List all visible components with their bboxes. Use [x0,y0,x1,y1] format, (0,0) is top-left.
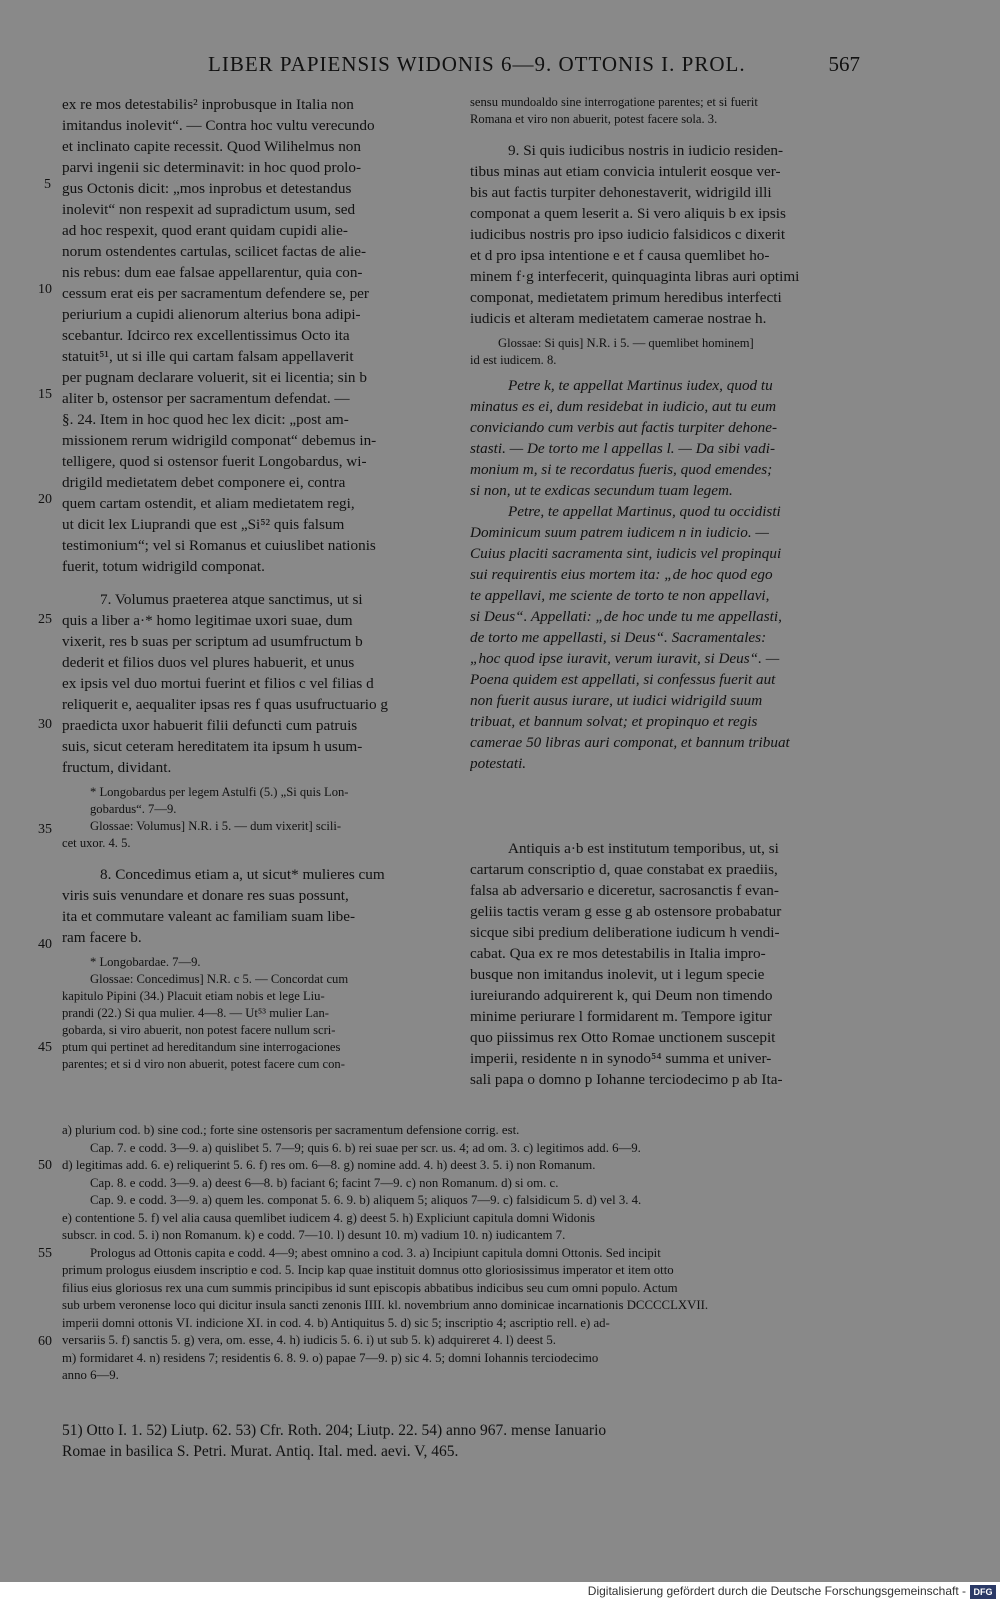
text-line: §. 24. Item in hoc quod hec lex dicit: „post am- [62,411,349,428]
section-7-glossae: Glossae: Volumus] N.R. i 5. — dum vixerit] scili- [90,819,342,833]
section-8-line: ram facere b. [62,929,142,946]
footnote-line: m) formidaret 4. n) residens 7; residentis 6. 8. 9. o) papae 7—9. p) sic 4. 5; domni Iohannis terciodecimo [62,1350,599,1365]
footnote-line: Cap. 9. e codd. 3—9. a) quem les. componat 5. 6. 9. b) aliquem 5; aliquos 7—9. c) falsidicum 5. d) vel 3. 4. [90,1193,642,1207]
text-line: periurium a cupidi alienorum alterius bona adipi- [62,306,361,323]
section-7-note: gobardus“. 7—9. [90,802,177,816]
dfg-logo: DFG [970,1585,996,1599]
section-9-line: tibus minas aut etiam convicia intulerit eosque ver- [470,163,781,180]
footnote-line: Cap. 8. e codd. 3—9. a) deest 6—8. b) faciant 6; facint 7—9. c) non Romanum. d) si om. c. [90,1175,559,1190]
section-7-note: * Longobardus per legem Astulfi (5.) „Si quis Lon- [90,785,349,799]
footnote-line: sub urbem veronense loco qui dicitur insula sancti zenonis IIII. kl. novembrium anno dominicae incarnationis DCCCCLXVII. [62,1298,709,1312]
footnote-line: a) plurium cod. b) sine cod.; forte sine ostensoris per sacramentum defensione corrig. est. [62,1123,520,1137]
margin-number: 10 [38,282,52,297]
section-7-line: 7. Volumus praeterea atque sanctimus, ut si [100,591,363,608]
margin-number: 20 [38,492,52,507]
prologue-line: imperii, residente n in synodo⁵⁴ summa et univer- [470,1050,772,1067]
margin-number: 40 [38,937,52,952]
footnote-line: primum prologus eiusdem inscriptio e cod. 5. Incip kap quae instituit domnus otto gloriosissimus imperator et item otto [62,1263,674,1277]
section-9-line: iudicis et alteram medietatem camerae nostrae h. [470,310,767,327]
margin-number: 30 [38,717,52,732]
formula-line: Dominicum suum patrem iudicem n in iudicio. — [470,524,769,541]
margin-number: 35 [38,822,52,837]
section-9-glossae: Glossae: Si quis] N.R. i 5. — quemlibet hominem] [498,336,754,350]
digitization-footer [0,1582,1000,1604]
text-line: et inclinato capite recessit. Quod Wilihelmus non [62,138,361,155]
text-line: norum ostendentes cartulas, scilicet factas de alie- [62,243,367,260]
footnote-line: imperii domni ottonis VI. indicione XI. in cod. 4. b) Antiquitus 5. d) sic 5; inscriptio 4; ascriptio rell. e) ad- [62,1315,610,1330]
prologue-line: iureiurando adquirerent k, qui Deum non timendo [470,987,773,1004]
critical-apparatus [62,1122,862,1385]
section-7-line: praedicta uxor habuerit filii defuncti cum patruis [62,717,358,734]
numbered-references [62,1420,862,1462]
margin-number: 55 [38,1246,52,1261]
formula-line: minatus es ei, dum residebat in iudicio, aut tu eum [470,398,777,415]
reference-line: 51) Otto I. 1. 52) Liutp. 62. 53) Cfr. Roth. 204; Liutp. 22. 54) anno 967. mense Ianuario [62,1422,607,1439]
text-line: statuit⁵¹, ut si ille qui cartam falsam appellaverit [62,348,354,365]
prologue-line: minime periurare l formidarent m. Tempore igitur [470,1008,772,1025]
formula-line: „hoc quod ipse iuravit, verum iuravit, si Deus“. — [470,650,780,667]
formula-line: Petre, te appellat Martinus, quod tu occidisti [508,503,781,520]
section-7-line: dederit et filios duos vel plures habuerit, et unus [62,654,355,671]
section-8-line: viris suis venundare et donare res suas possunt, [62,887,349,904]
section-9-line: iudicibus nostris pro ipso iudicio falsidicos c dixerit [470,226,786,243]
section-7-line: fructum, dividant. [62,759,172,776]
formula-line: Cuius placiti sacramenta sint, iudicis vel propinqui [470,545,782,562]
footnote-line: d) legitimas add. 6. e) reliquerint 5. 6. f) res om. 6—8. g) nomine add. 4. h) deest 3. 5. i) non Romanum. [62,1158,596,1172]
section-8-glossae: gobarda, si viro abuerit, non potest facere nullum scri- [62,1023,336,1037]
margin-number: 45 [38,1040,52,1055]
formula-line: non fuerit ausus iurare, ut iudici widrigild suum [470,692,763,709]
text-line: per pugnam declarare voluerit, sit ei licentia; sin b [62,369,367,386]
section-8-note: * Longobardae. 7—9. [90,955,201,969]
section-7-line: suis, sicut ceteram hereditatem ita ipsum h usum- [62,738,363,755]
text-line: aliter b, ostensor per sacramentum defendat. — [62,390,350,407]
margin-number: 60 [38,1334,52,1349]
section-8-glossae: prandi (22.) Si qua mulier. 4—8. — Ut⁵³ mulier Lan- [62,1006,329,1020]
text-line: nis rebus: dum eae falsae appellarentur, quia con- [62,264,363,281]
margin-number: 5 [44,177,51,192]
footnote-line: versariis 5. f) sanctis 5. g) vera, om. esse, 4. h) iudicis 5. 6. i) ut sub 5. k) adquireret 4. l) deest 5. [62,1333,556,1347]
prologue-line: quo piissimus rex Otto Romae unctionem suscepit [470,1029,776,1046]
text-line: ut dicit lex Liuprandi que est „Si⁵² quis falsum [62,516,345,533]
footnote-line: filius eius gloriosus rex una cum summis principibus id sunt episcopis abbatibus indicibus seu cum omni populo. Actum [62,1280,678,1295]
section-8-glossae: Glossae: Concedimus] N.R. c 5. — Concordat cum [90,972,349,986]
prologue-line: busque non imitandus inolevit, ut i legum specie [470,966,765,983]
text-line: drigild medietatem debet componere ei, contra [62,474,346,491]
section-8-glossae: kapitulo Pipini (34.) Placuit etiam nobis et lege Liu- [62,989,325,1003]
section-9-glossae: id est iudicem. 8. [470,353,557,367]
formula-line: camerae 50 libras auri componat, et bannum tribuat [470,734,790,751]
text-line: ad hoc respexit, quod erant quidam cupidi alie- [62,222,348,239]
text-line: missionem rerum widrigild componat“ debemus in- [62,432,377,449]
section-7-line: ex ipsis vel duo mortui fuerint et filios c vel filias d [62,675,374,692]
section-9-line: 9. Si quis iudicibus nostris in iudicio residen- [508,142,784,159]
formula-line: tribuat, et bannum solvat; et propinquo et regis [470,713,758,730]
formula-line: Petre k, te appellat Martinus iudex, quod tu [508,377,773,394]
section-9-line: et d pro ipsa intentione e et f causa quemlibet ho- [470,247,770,264]
footnote-line: anno 6—9. [62,1368,119,1382]
left-column [62,94,452,1073]
text-line: parvi ingenii sic determinavit: in hoc quod prolo- [62,159,362,176]
text-line: imitandus inolevit“. — Contra hoc vultu verecundo [62,117,375,134]
margin-number: 15 [38,387,52,402]
text-line: fuerit, totum widrigild componat. [62,558,265,575]
prologue-line: sicque sibi predium deliberatione iudicum h vendi- [470,924,780,941]
formula-line: Poena quidem est appellati, si confessus fuerit aut [470,671,776,688]
formula-line: sui requirentis eius mortem ita: „de hoc quod ego [470,566,773,583]
section-8-glossae: parentes; et si d viro non abuerit, potest facere cum con- [62,1057,345,1071]
formula-line: stasti. — De torto me l appellas l. — Da sibi vadi- [470,440,776,457]
right-column [470,94,862,1090]
section-9-line: minem f·g interfecerit, quinquaginta libras auri optimi [470,268,800,285]
text-line: cessum erat eis per sacramentum defendere se, per [62,285,369,302]
page-header [60,52,860,84]
prologue-line: cartarum conscriptio d, quae constabat ex praediis, [470,861,778,878]
formula-line: conviciando cum verbis aut factis turpiter dehone- [470,419,778,436]
formula-line: te appellavi, me sciente de torto te non appellavi, [470,587,770,604]
reference-line: Romae in basilica S. Petri. Murat. Antiq. Ital. med. aevi. V, 465. [62,1443,459,1460]
formula-line: monium m, si te recordatus fueris, quod emendes; [470,461,773,478]
text-line: quem cartam ostendit, et aliam medietatem regi, [62,495,355,512]
section-8-line: 8. Concedimus etiam a, ut sicut* mulieres cum [100,866,385,883]
prologue-line: Antiquis a·b est institutum temporibus, ut, si [508,840,779,857]
text-line: scebantur. Idcirco rex excellentissimus Octo ita [62,327,350,344]
prologue-line: falsa ab adversario e diceretur, sacrosanctis f evan- [470,882,779,899]
footnote-line: Prologus ad Ottonis capita e codd. 4—9; abest omnino a cod. 3. a) Incipiunt capitula domni Ottonis. Sed incipit [90,1245,661,1260]
running-title: LIBER PAPIENSIS WIDONIS 6—9. OTTONIS I. PROL. [208,52,746,76]
page-number: 567 [828,52,860,76]
section-9-line: componat, medietatem primum heredibus interfecti [470,289,782,306]
section-9-line: componat a quem leserit a. Si vero aliquis b ex ipsis [470,205,786,222]
text-line: ex re mos detestabilis² inprobusque in Italia non [62,96,354,113]
section-8-glossae: ptum qui pertinet ad hereditandum sine interrogaciones [62,1040,341,1054]
margin-number: 25 [38,612,52,627]
glossae-continuation: Romana et viro non abuerit, potest facere sola. 3. [470,112,718,126]
section-9-line: bis aut factis turpiter dehonestaverit, widrigild illi [470,184,772,201]
section-8-line: ita et commutare valeant ac familiam suam libe- [62,908,356,925]
section-7-line: quis a liber a·* homo legitimae uxori suae, dum [62,612,353,629]
formula-line: si non, ut te exdicas secundum tuam legem. [470,482,733,499]
footnote-line: Cap. 7. e codd. 3—9. a) quislibet 5. 7—9; quis 6. b) rei suae per scr. us. 4; ad om. 3. c) legitimos add. 6—9. [90,1140,641,1155]
prologue-line: cabat. Qua ex re mos detestabilis in Italia impro- [470,945,766,962]
prologue-line: geliis tactis veram g esse g ab ostensore probabatur [470,903,782,920]
prologue-line: sali papa o domno p Iohanne terciodecimo p ab Ita- [470,1071,783,1088]
digitization-credit: Digitalisierung gefördert durch die Deutsche Forschungsgemeinschaft - [587,1584,966,1598]
text-line: inolevit“ non respexit ad supradictum usum, sed [62,201,356,218]
formula-line: de torto me appellasti, si Deus“. Sacramentales: [470,629,767,646]
footnote-line: e) contentione 5. f) vel alia causa quemlibet iudicem 4. g) deest 5. h) Expliciunt capitula domni Widonis [62,1210,596,1225]
section-7-glossae: cet uxor. 4. 5. [62,836,131,850]
section-7-line: reliquerit e, aequaliter ipsas res f quas usufructuario g [62,696,388,713]
margin-number: 50 [38,1158,52,1173]
footnote-line: subscr. in cod. 5. i) non Romanum. k) e codd. 7—10. l) desunt 10. m) vadium 10. n) iudicantem 7. [62,1228,566,1242]
formula-line: si Deus“. Appellati: „de hoc unde tu me appellasti, [470,608,782,625]
text-line: telligere, quod si ostensor fuerit Longobardus, wi- [62,453,367,470]
text-line: testimonium“; vel si Romanus et cuiuslibet nationis [62,537,376,554]
formula-line: potestati. [470,755,527,772]
section-7-line: vixerit, res b suas per scriptum ad usumfructum b [62,633,363,650]
glossae-continuation: sensu mundoaldo sine interrogatione parentes; et si fuerit [470,95,758,109]
text-line: gus Octonis dicit: „mos inprobus et detestandus [62,180,352,197]
